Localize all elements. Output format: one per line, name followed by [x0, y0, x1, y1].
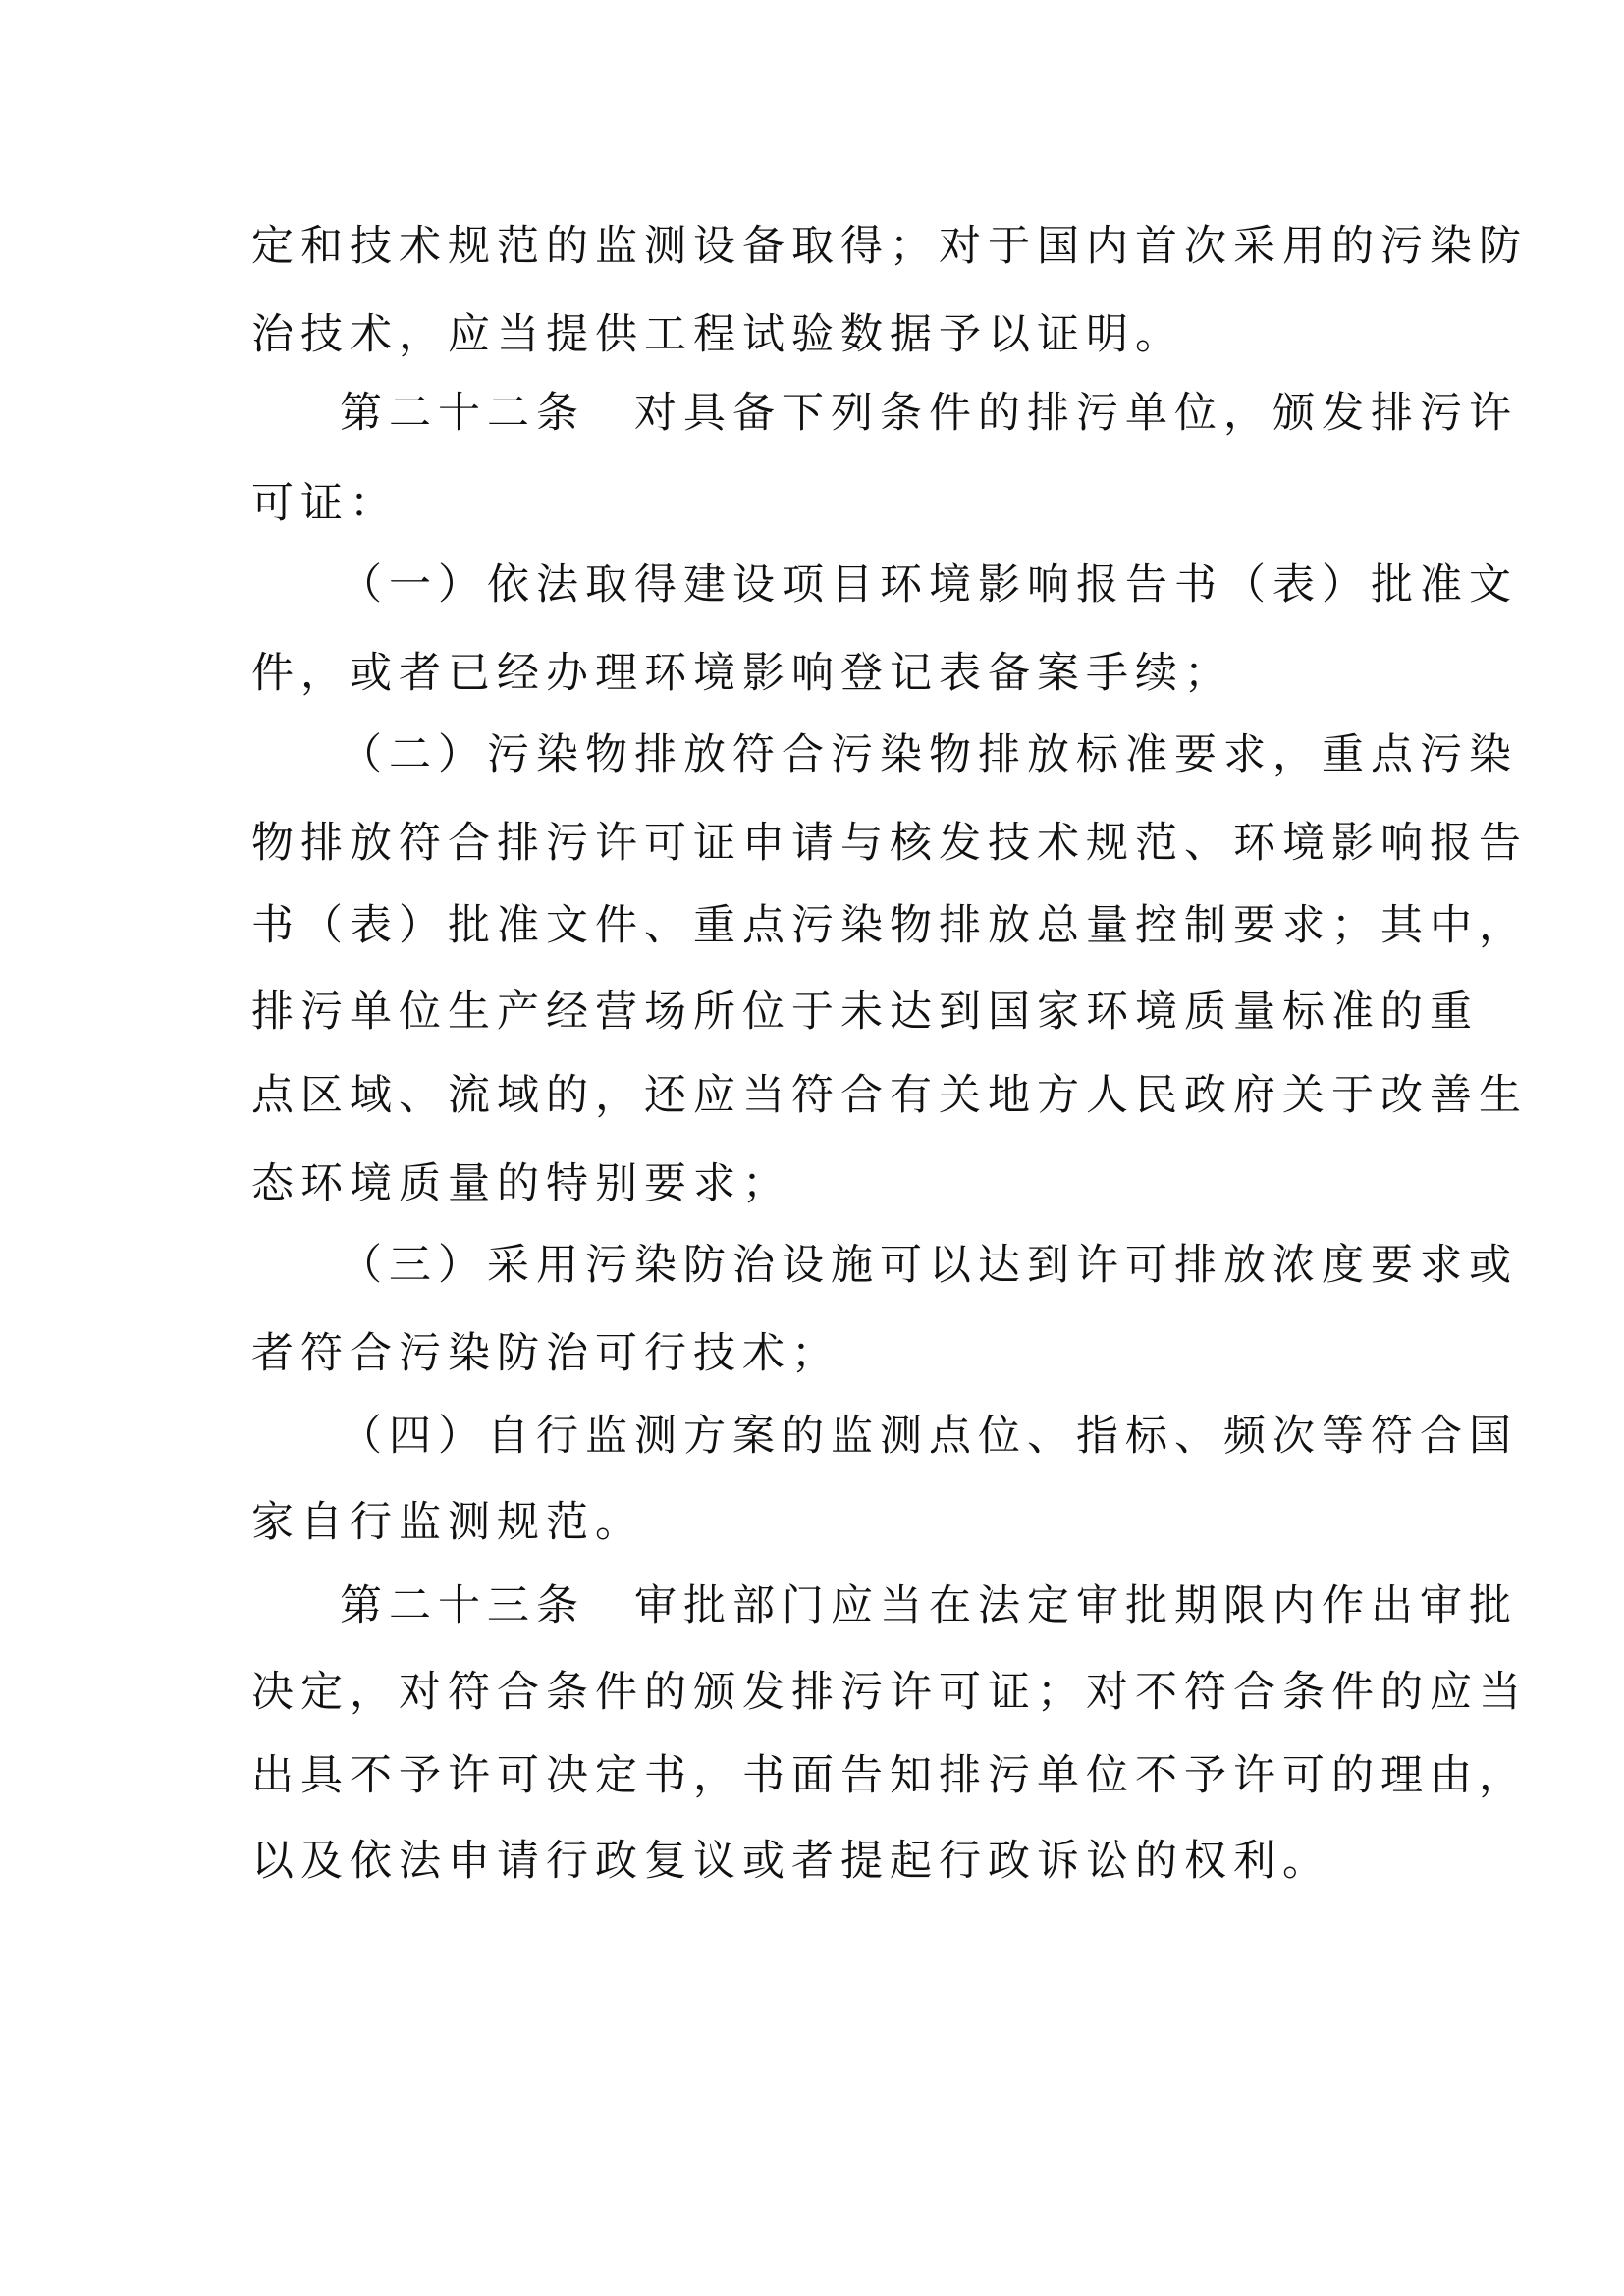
text-line: 定和技术规范的监测设备取得；对于国内首次采用的污染防	[251, 222, 1528, 271]
text-line: 以及依法申请行政复议或者提起行政诉讼的权利。	[251, 1837, 1331, 1886]
text-line: 排污单位生产经营场所位于未达到国家环境质量标准的重	[251, 988, 1479, 1037]
list-item-4-line: （四）自行监测方案的监测点位、指标、频次等符合国	[340, 1412, 1518, 1461]
list-item-1-line: （一）依法取得建设项目环境影响报告书（表）批准文	[340, 561, 1518, 610]
text-line: 治技术，应当提供工程试验数据予以证明。	[251, 310, 1184, 359]
list-item-2-line: （二）污染物排放符合污染物排放标准要求，重点污染	[340, 730, 1518, 779]
text-line: 可证：	[251, 479, 399, 528]
list-item-3-line: （三）采用污染防治设施可以达到许可排放浓度要求或	[340, 1241, 1518, 1290]
article-22-heading-line: 第二十二条 对具备下列条件的排污单位，颁发排污许	[340, 389, 1518, 438]
text-line: 态环境质量的特别要求；	[251, 1159, 791, 1208]
article-23-heading-line: 第二十三条 审批部门应当在法定审批期限内作出审批	[340, 1581, 1518, 1630]
text-line: 出具不予许可决定书，书面告知排污单位不予许可的理由，	[251, 1751, 1528, 1800]
text-line: 件，或者已经办理环境影响登记表备案手续；	[251, 649, 1233, 698]
text-line: 决定，对符合条件的颁发排污许可证；对不符合条件的应当	[251, 1668, 1528, 1717]
text-line: 者符合污染防治可行技术；	[251, 1329, 840, 1378]
text-line: 家自行监测规范。	[251, 1498, 644, 1547]
text-line: 书（表）批准文件、重点污染物排放总量控制要求；其中，	[251, 901, 1528, 950]
text-line: 点区域、流域的，还应当符合有关地方人民政府关于改善生	[251, 1071, 1528, 1120]
text-line: 物排放符合排污许可证申请与核发技术规范、环境影响报告	[251, 819, 1528, 868]
